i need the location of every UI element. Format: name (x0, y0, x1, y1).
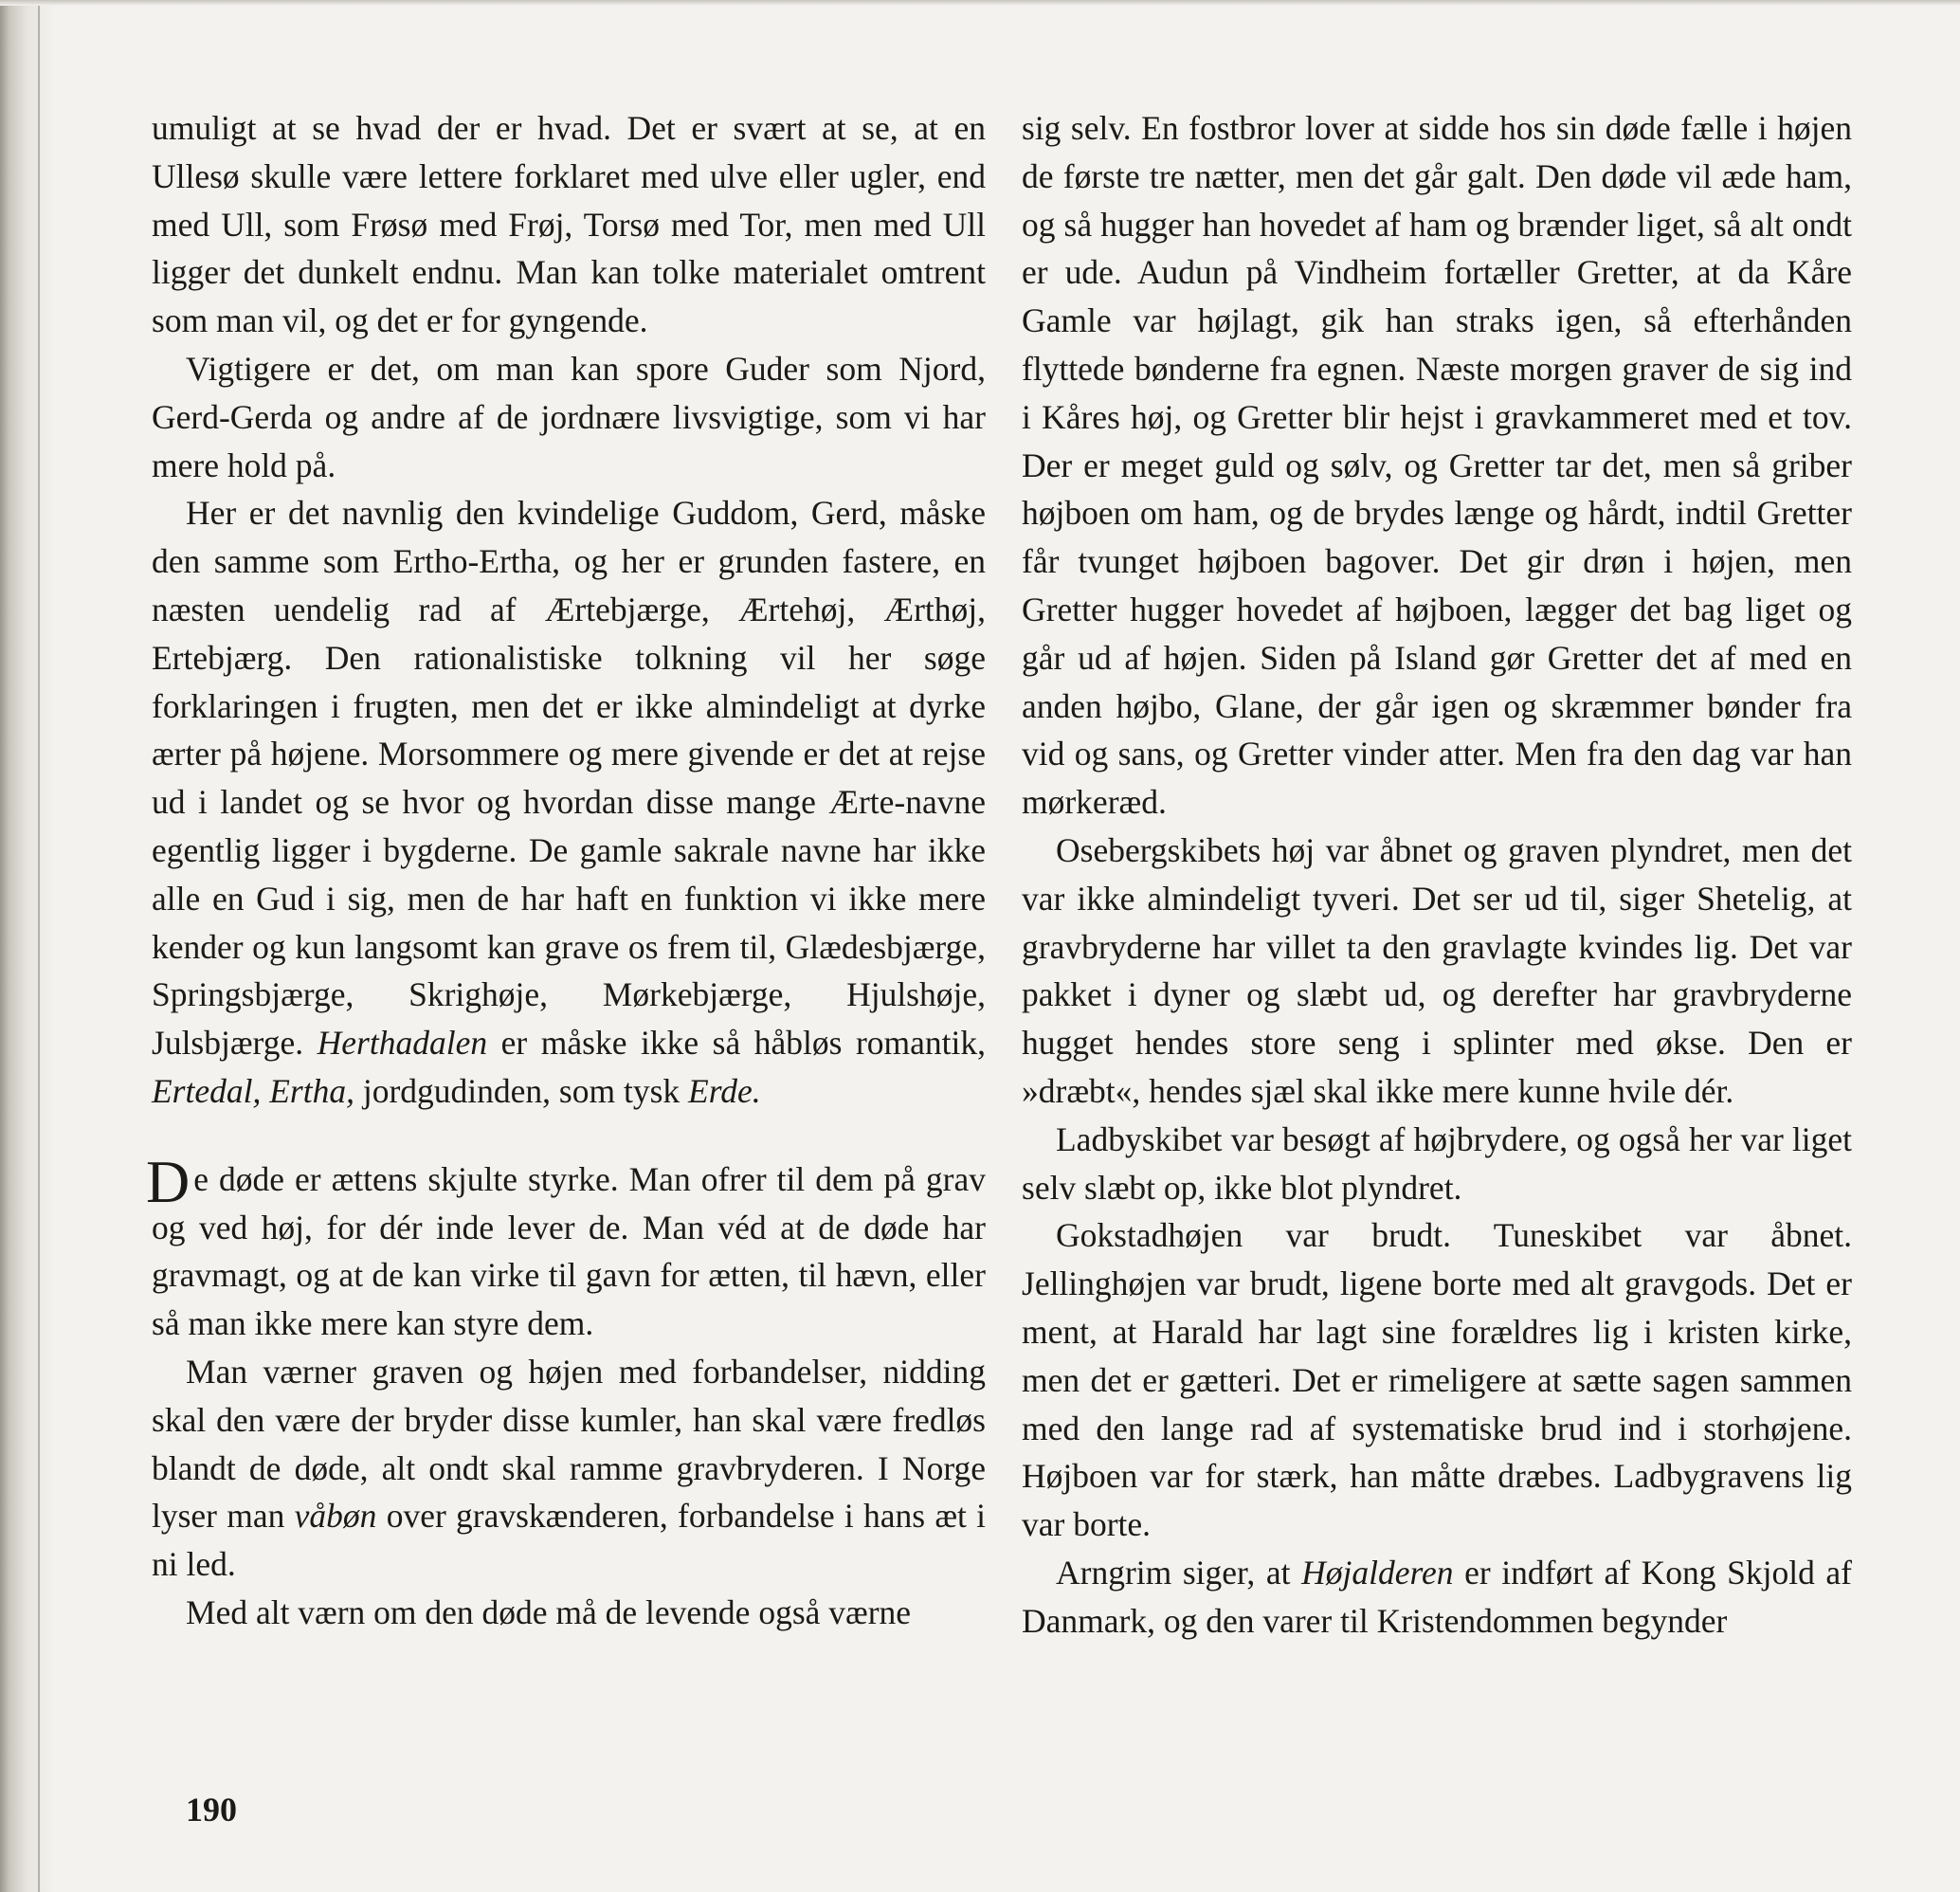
paragraph-text: Man værner graven og højen med forbandelser, nidding skal den være der bryder disse kumler, han skal være fredløs blandt de døde, alt ondt skal ramme gravbryderen. I Norge lyser man (152, 1352, 986, 1536)
italic-term: Ertedal, (152, 1071, 262, 1110)
paragraph: umuligt at se hvad der er hvad. Det er svært at se, at en Ullesø skulle være lettere forklaret med ulve eller ugler, end med Ull, som Frøsø med Frøj, Torsø med Tor, men med Ull ligger det dunkelt endnu. Man kan tolke materialet omtrent som man vil, og det er for gyngende. (152, 109, 986, 340)
left-text-column (146, 104, 987, 1637)
page-top-edge (0, 0, 1960, 6)
paragraph: Med alt værn om den døde må de levende også værne (186, 1592, 912, 1631)
paragraph-text: e døde er ættens skjulte styrke. Man ofrer til dem på grav og ved høj, for dér inde lever de. Man véd at de døde har gravmagt, og at de kan virke til gavn for ætten, til hævn, eller så man ikke mere kan styre dem. (152, 1159, 986, 1343)
paragraph-text: er måske ikke så håbløs romantik, (500, 1024, 987, 1063)
gutter-shadow-line (38, 0, 40, 1892)
italic-term: Højalderen (1301, 1553, 1454, 1592)
paragraph (152, 489, 986, 1115)
section-break (152, 1116, 986, 1155)
paragraph: Vigtigere er det, om man kan spore Guder som Njord, Gerd-Gerda og andre af de jordnære livsvigtige, som vi har mere hold på. (152, 349, 986, 484)
book-gutter (0, 0, 55, 1892)
paragraph: Gokstadhøjen var brudt. Tuneskibet var åbnet. Jellinghøjen var brudt, ligene borte med alt gravgods. Det er ment, at Harald har lagt sine forældres lig i kristen kirke, men det er gætteri. Det er rimeligere at sætte sagen sammen med den lange rad af systematiske brud ind i storhøjene. Højboen var for stærk, han måtte dræbes. Ladbygravens lig var borte. (1022, 1216, 1852, 1544)
paragraph: sig selv. En fostbror lover at sidde hos sin døde fælle i højen de første tre nætter, men det går galt. Den døde vil æde ham, og så hugger han hovedet af ham og brænder liget, så alt ondt er ude. Audun på Vindheim fortæller Gretter, at da Kåre Gamle var højlagt, gik han straks igen, så efterhånden flyttede bønderne fra egnen. Næste morgen graver de sig ind i Kåres høj, og Gretter blir hejst i gravkammeret med et tov. Der er meget guld og sølv, og Gretter tar det, men så griber højboen om ham, og de brydes længe og hårdt, indtil Gretter får tvunget højboen bagover. Det gir drøn i højen, men Gretter hugger hovedet af højboen, lægger det bag liget og går ud af højen. Siden på Island gør Gretter det af med en anden højbo, Glane, der går igen og skræmmer bønder fra vid og sans, og Gretter vinder atter. Men fra den dag var han mørkeræd. (1022, 109, 1852, 822)
paragraph-text: over gravskænderen, forbandelse i hans æt i ni led. (152, 1497, 987, 1584)
italic-term: Ertha, (269, 1071, 354, 1110)
paragraph-text: Her er det navnlig den kvindelige Guddom, Gerd, måske den samme som Ertho-Ertha, og her er grunden fastere, en næsten uendelig rad af Ærtebjærge, Ærtehøj, Ærthøj, Ertebjærg. Den rationalistiske tolkning vil her søge forklaringen i frugten, men det er ikke almindeligt at dyrke ærter på højene. Morsommere og mere givende er det at rejse ud i landet og se hvor og hvordan disse mange Ærte-navne egentlig ligger i bygderne. De gamle sakrale navne har ikke alle en Gud i sig, men de har haft en funktion vi ikke mere kender og kun langsomt kan grave os frem til, Glædesbjærge, Springsbjærge, Skrighøje, Mørkebjærge, Hjulshøje, Julsbjærge. (152, 494, 986, 1063)
paragraph: Ladbyskibet var besøgt af højbrydere, og også her var liget selv slæbt op, ikke blot plyndret. (1022, 1119, 1852, 1207)
italic-term: Herthadalen (317, 1024, 488, 1063)
paragraph (152, 1348, 986, 1589)
paragraph-with-initial (146, 1147, 986, 1348)
italic-term: Erde. (688, 1071, 761, 1110)
paragraph-text: er indført af Kong Skjold af Danmark, og den varer til Kristendommen begynder (1022, 1553, 1853, 1640)
paragraph: Osebergskibets høj var åbnet og graven plyndret, men det var ikke almindeligt tyveri. Det ser ud til, siger Shetelig, at gravbryderne har villet ta den gravlagte kvindes lig. Det var pakket i dyner og slæbt ud, og derefter har gravbryderne hugget hendes store seng i splinter med økse. Den er »dræbt«, hendes sjæl skal ikke mere kunne hvile dér. (1022, 830, 1852, 1110)
paragraph (1022, 1549, 1852, 1646)
italic-term: våbøn (294, 1497, 377, 1536)
paragraph-text: jordgudinden, som tysk (362, 1071, 681, 1110)
right-text-column (1022, 104, 1852, 1646)
page-number: 190 (186, 1791, 237, 1828)
paragraph-text: Arngrim siger, at (1056, 1553, 1291, 1592)
drop-cap-initial: D (146, 1147, 191, 1215)
